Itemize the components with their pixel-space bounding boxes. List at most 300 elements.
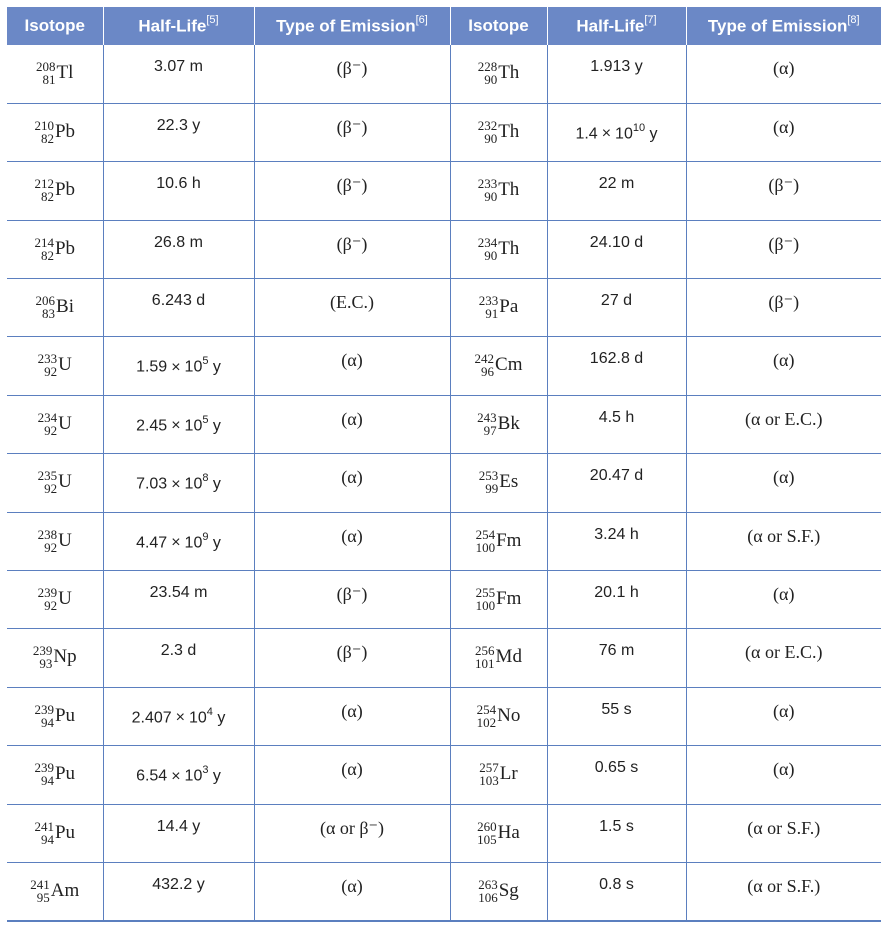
emission-type: (α) <box>773 759 795 780</box>
isotope-notation <box>38 469 72 495</box>
emission-type: (α or S.F.) <box>747 817 821 838</box>
emission-type: (α) <box>341 700 363 721</box>
half-life-cell <box>547 395 686 453</box>
emission-type: (β⁻) <box>336 584 368 605</box>
emission-cell <box>686 454 881 512</box>
atomic-number: 94 <box>40 831 54 847</box>
emission-type: (α) <box>773 700 795 721</box>
element-symbol: Cm <box>495 354 523 376</box>
emission-cell <box>686 220 881 278</box>
nucleon-numbers <box>475 644 495 670</box>
half-life-cell <box>103 395 254 453</box>
mass-number: 233 <box>477 176 498 192</box>
nucleon-numbers <box>34 236 54 262</box>
nucleon-numbers <box>476 586 496 612</box>
half-life-exponent: 10 <box>632 121 646 134</box>
element-symbol: Bk <box>497 412 520 434</box>
isotope-cell <box>7 687 103 745</box>
isotope-cell <box>450 571 547 629</box>
atomic-number: 100 <box>475 539 496 555</box>
table-row <box>7 512 881 570</box>
element-symbol: Th <box>498 62 520 83</box>
header-emission-left: Type of Emission[6] <box>254 7 450 45</box>
nucleon-numbers <box>38 469 58 495</box>
isotope-notation <box>34 820 75 846</box>
emission-type: (α) <box>341 875 363 896</box>
emission-cell <box>254 687 450 745</box>
mass-number: 256 <box>475 643 495 659</box>
half-life-value: 22 m <box>598 175 635 193</box>
element-symbol: Np <box>53 646 77 668</box>
half-life-cell <box>547 512 686 570</box>
half-life-unit: y <box>217 709 226 727</box>
isotope-notation <box>477 411 520 437</box>
half-life-value: 2.3 d <box>160 642 197 660</box>
mass-number: 239 <box>37 585 58 601</box>
element-symbol: Pa <box>499 296 519 318</box>
nucleon-numbers <box>478 236 498 262</box>
table-row <box>7 629 881 687</box>
nucleon-numbers <box>38 411 58 437</box>
emission-cell <box>254 454 450 512</box>
half-life-exponent: 4 <box>206 705 213 718</box>
half-life-value: 1.5 s <box>599 817 634 835</box>
emission-cell <box>254 862 450 920</box>
emission-cell <box>686 279 881 337</box>
emission-cell <box>686 571 881 629</box>
atomic-number: 93 <box>39 656 53 672</box>
half-life-cell <box>547 746 686 804</box>
nucleon-numbers <box>479 469 499 495</box>
half-life-exponent: 5 <box>202 355 209 368</box>
element-symbol: Ha <box>497 821 520 843</box>
emission-type: (β⁻) <box>768 233 800 254</box>
nucleon-numbers <box>34 177 54 203</box>
isotope-notation <box>475 644 522 670</box>
nucleon-numbers <box>34 703 54 729</box>
element-symbol: U <box>58 354 72 376</box>
half-life-cell <box>103 45 254 103</box>
isotope-cell <box>7 279 103 337</box>
emission-cell <box>254 571 450 629</box>
emission-type: (β⁻) <box>336 58 368 78</box>
half-life-cell <box>103 571 254 629</box>
half-life-value: 24.10 d <box>589 233 644 251</box>
half-life-value: 20.1 h <box>594 584 639 602</box>
isotope-notation <box>34 177 75 203</box>
emission-type: (β⁻) <box>336 642 368 663</box>
half-life-value: 3.24 h <box>594 525 639 543</box>
atomic-number: 99 <box>485 481 499 497</box>
element-symbol: Pb <box>54 237 76 259</box>
mass-number: 206 <box>35 293 56 309</box>
table-row <box>7 862 881 920</box>
emission-cell <box>686 395 881 453</box>
half-life-value: 27 d <box>600 292 633 310</box>
emission-type: (β⁻) <box>768 175 800 196</box>
half-life-cell <box>103 804 254 862</box>
isotope-cell <box>450 220 547 278</box>
half-life-value: 1.913 y <box>590 58 643 75</box>
nucleon-numbers <box>479 294 499 320</box>
emission-cell <box>686 45 881 103</box>
times-sign: × <box>171 475 181 493</box>
base-ten: 10 <box>184 475 203 493</box>
emission-cell <box>254 804 450 862</box>
half-life-value: 26.8 m <box>154 233 203 251</box>
mass-number: 228 <box>477 59 498 74</box>
half-life-cell <box>103 220 254 278</box>
element-symbol: Th <box>498 120 520 142</box>
isotope-cell <box>450 687 547 745</box>
times-sign: × <box>171 533 181 551</box>
emission-type: (α or β⁻) <box>319 817 385 838</box>
half-life-cell <box>547 629 686 687</box>
times-sign: × <box>601 125 612 143</box>
emission-cell <box>254 103 450 161</box>
isotope-notation <box>476 528 522 554</box>
half-life-value: 0.8 s <box>599 875 634 893</box>
half-life-cell <box>547 804 686 862</box>
emission-type: (α or E.C.) <box>745 408 823 429</box>
isotope-notation <box>38 352 72 378</box>
half-life-value <box>132 701 226 727</box>
nucleon-numbers <box>478 177 498 203</box>
atomic-number: 92 <box>44 539 58 555</box>
atomic-number: 95 <box>36 889 50 905</box>
header-emission-right: Type of Emission[8] <box>686 7 881 45</box>
half-life-cell <box>103 629 254 687</box>
isotope-notation <box>38 528 72 554</box>
half-life-unit: y <box>212 417 221 435</box>
isotope-half-life-table <box>7 7 881 922</box>
mass-number: 232 <box>477 117 498 133</box>
half-life-value <box>136 759 221 785</box>
emission-type: (α) <box>341 525 363 546</box>
half-life-value <box>136 526 221 552</box>
element-symbol: Pu <box>54 704 76 726</box>
atomic-number: 81 <box>42 72 56 87</box>
isotope-cell <box>450 804 547 862</box>
times-sign: × <box>171 417 181 435</box>
atomic-number: 83 <box>42 306 56 322</box>
table-row <box>7 687 881 745</box>
emission-cell <box>254 512 450 570</box>
atomic-number: 82 <box>40 130 54 146</box>
isotope-cell <box>7 629 103 687</box>
footnote-ref: [5] <box>206 13 219 26</box>
isotope-notation <box>477 703 521 729</box>
emission-cell <box>686 103 881 161</box>
atomic-number: 100 <box>475 598 496 614</box>
atomic-number: 106 <box>478 889 498 905</box>
emission-cell <box>254 337 450 395</box>
emission-cell <box>686 337 881 395</box>
table-row <box>7 337 881 395</box>
emission-cell <box>254 395 450 453</box>
table-row <box>7 220 881 278</box>
isotope-notation <box>38 586 72 612</box>
element-symbol: Pb <box>54 179 76 201</box>
isotope-cell <box>7 220 103 278</box>
base-ten: 10 <box>189 709 207 727</box>
atomic-number: 92 <box>44 422 58 438</box>
isotope-notation <box>478 236 520 262</box>
times-sign: × <box>171 358 181 376</box>
isotope-notation <box>479 469 519 495</box>
isotope-notation <box>476 586 522 612</box>
atomic-number: 105 <box>477 831 497 847</box>
half-life-mantissa: 2.45 <box>136 417 168 435</box>
isotope-cell <box>450 746 547 804</box>
table-row <box>7 746 881 804</box>
table-row <box>7 571 881 629</box>
nucleon-numbers <box>38 352 58 378</box>
half-life-unit: y <box>212 475 221 493</box>
mass-number: 239 <box>34 701 54 717</box>
emission-cell <box>686 512 881 570</box>
half-life-exponent: 9 <box>202 530 209 543</box>
header-isotope-right: Isotope <box>450 7 547 45</box>
half-life-mantissa: 2.407 <box>131 709 172 727</box>
element-symbol: Fm <box>496 588 522 610</box>
mass-number: 239 <box>32 643 53 659</box>
half-life-cell <box>103 103 254 161</box>
isotope-cell <box>7 162 103 220</box>
nucleon-numbers <box>33 644 53 670</box>
isotope-cell <box>7 103 103 161</box>
element-symbol: U <box>58 471 72 493</box>
emission-type: (α or E.C.) <box>745 642 823 663</box>
half-life-unit: y <box>212 767 221 785</box>
emission-type: (β⁻) <box>336 116 368 137</box>
element-symbol: No <box>497 704 521 726</box>
nucleon-numbers <box>38 528 58 554</box>
half-life-cell <box>547 687 686 745</box>
mass-number: 243 <box>477 409 497 425</box>
half-life-unit: y <box>212 358 221 376</box>
nucleon-numbers <box>478 119 498 145</box>
element-symbol: U <box>58 529 72 551</box>
isotope-notation <box>34 236 75 262</box>
half-life-cell <box>103 279 254 337</box>
half-life-unit: y <box>649 125 658 143</box>
half-life-value: 10.6 h <box>156 175 201 193</box>
table-row <box>7 103 881 161</box>
nucleon-numbers <box>30 878 50 904</box>
nucleon-numbers <box>36 294 56 320</box>
times-sign: × <box>175 709 185 727</box>
atomic-number: 96 <box>481 364 495 380</box>
atomic-number: 97 <box>483 422 497 438</box>
mass-number: 234 <box>37 409 58 425</box>
emission-type: (β⁻) <box>768 292 800 313</box>
isotope-notation <box>34 703 75 729</box>
half-life-value <box>136 409 221 435</box>
emission-type: (α) <box>773 467 795 488</box>
isotope-notation <box>36 60 73 86</box>
footnote-ref: [7] <box>644 13 657 26</box>
element-symbol: Bi <box>56 296 74 318</box>
mass-number: 260 <box>477 818 497 834</box>
emission-type: (β⁻) <box>336 175 368 196</box>
isotope-cell <box>450 512 547 570</box>
isotope-cell <box>7 862 103 920</box>
half-life-cell <box>103 687 254 745</box>
isotope-notation <box>479 761 517 787</box>
half-life-value: 23.54 m <box>149 584 208 602</box>
footnote-ref: [8] <box>847 13 860 26</box>
mass-number: 253 <box>478 468 499 484</box>
mass-number: 254 <box>476 701 497 717</box>
mass-number: 239 <box>34 760 54 776</box>
atomic-number: 103 <box>479 773 499 789</box>
base-ten: 10 <box>184 358 203 376</box>
nucleon-numbers <box>36 60 56 86</box>
isotope-cell <box>7 512 103 570</box>
half-life-cell <box>103 746 254 804</box>
nucleon-numbers <box>34 119 54 145</box>
element-symbol: Fm <box>496 529 522 551</box>
emission-cell <box>254 162 450 220</box>
header-row <box>7 7 881 45</box>
half-life-value: 76 m <box>598 642 635 660</box>
isotope-cell <box>450 337 547 395</box>
atomic-number: 90 <box>484 247 498 263</box>
isotope-cell <box>450 45 547 103</box>
isotope-notation <box>475 352 523 378</box>
isotope-notation <box>478 177 520 203</box>
emission-type: (α) <box>773 116 795 137</box>
isotope-cell <box>7 454 103 512</box>
isotope-cell <box>450 629 547 687</box>
atomic-number: 82 <box>40 189 54 205</box>
half-life-mantissa: 1.59 <box>136 358 168 376</box>
half-life-value: 55 s <box>601 700 632 718</box>
emission-cell <box>686 746 881 804</box>
element-symbol: Md <box>495 646 522 668</box>
mass-number: 241 <box>30 876 50 892</box>
half-life-exponent: 3 <box>202 764 209 777</box>
emission-cell <box>686 804 881 862</box>
isotope-notation <box>479 294 519 320</box>
isotope-cell <box>450 103 547 161</box>
element-symbol: Es <box>499 471 519 493</box>
header-isotope-left: Isotope <box>7 7 103 45</box>
half-life-mantissa: 1.4 <box>575 125 598 143</box>
mass-number: 235 <box>37 468 58 484</box>
table-row <box>7 395 881 453</box>
half-life-cell <box>103 454 254 512</box>
mass-number: 212 <box>34 176 54 192</box>
half-life-unit: y <box>212 533 221 551</box>
mass-number: 210 <box>34 117 54 133</box>
isotope-cell <box>450 279 547 337</box>
half-life-value: 14.4 y <box>156 817 201 835</box>
element-symbol: Pu <box>54 763 76 785</box>
half-life-mantissa: 7.03 <box>136 475 168 493</box>
emission-cell <box>686 687 881 745</box>
half-life-cell <box>103 862 254 920</box>
mass-number: 241 <box>34 818 54 834</box>
isotope-notation <box>30 878 79 904</box>
emission-cell <box>254 220 450 278</box>
nucleon-numbers <box>475 352 495 378</box>
half-life-value <box>575 117 657 143</box>
table-row <box>7 804 881 862</box>
half-life-value <box>136 350 221 376</box>
half-life-value <box>136 467 221 493</box>
base-ten: 10 <box>184 417 203 435</box>
atomic-number: 94 <box>40 773 54 789</box>
nucleon-numbers <box>38 586 58 612</box>
atomic-number: 90 <box>484 189 498 205</box>
half-life-value: 4.5 h <box>598 408 635 426</box>
isotope-notation <box>478 60 520 86</box>
times-sign: × <box>171 767 181 785</box>
nucleon-numbers <box>34 820 54 846</box>
half-life-cell <box>547 571 686 629</box>
mass-number: 242 <box>474 351 495 367</box>
mass-number: 255 <box>475 585 496 601</box>
mass-number: 234 <box>477 234 498 250</box>
emission-type: (α) <box>773 584 795 605</box>
table-row <box>7 162 881 220</box>
half-life-value: 162.8 d <box>589 350 644 368</box>
mass-number: 214 <box>34 234 54 250</box>
emission-cell <box>686 162 881 220</box>
nucleon-numbers <box>478 60 498 86</box>
emission-type: (β⁻) <box>336 233 368 254</box>
isotope-notation <box>38 411 72 437</box>
half-life-cell <box>547 45 686 103</box>
emission-type: (α) <box>341 467 363 488</box>
table-row <box>7 279 881 337</box>
element-symbol: Lr <box>499 763 518 785</box>
atomic-number: 90 <box>484 72 498 87</box>
isotope-cell <box>7 45 103 103</box>
half-life-cell <box>103 337 254 395</box>
table-row <box>7 454 881 512</box>
mass-number: 254 <box>475 526 496 542</box>
half-life-value: 22.3 y <box>156 116 201 134</box>
atomic-number: 101 <box>475 656 495 672</box>
isotope-cell <box>7 804 103 862</box>
emission-type: (α) <box>773 58 795 78</box>
nucleon-numbers <box>476 528 496 554</box>
half-life-cell <box>547 862 686 920</box>
isotope-cell <box>450 395 547 453</box>
base-ten: 10 <box>615 125 633 143</box>
half-life-value: 3.07 m <box>154 58 203 75</box>
isotope-cell <box>7 571 103 629</box>
isotope-notation <box>478 878 519 904</box>
footnote-ref: [6] <box>415 13 428 26</box>
isotope-notation <box>477 820 520 846</box>
half-life-mantissa: 4.47 <box>136 533 168 551</box>
half-life-cell <box>547 454 686 512</box>
half-life-cell <box>547 337 686 395</box>
isotope-cell <box>7 337 103 395</box>
element-symbol: Pu <box>54 821 76 843</box>
half-life-exponent: 5 <box>202 413 209 426</box>
emission-type: (α or S.F.) <box>747 525 821 546</box>
mass-number: 257 <box>479 760 499 776</box>
atomic-number: 92 <box>44 481 58 497</box>
isotope-cell <box>450 454 547 512</box>
emission-type: (α) <box>341 350 363 371</box>
atomic-number: 102 <box>476 714 497 730</box>
